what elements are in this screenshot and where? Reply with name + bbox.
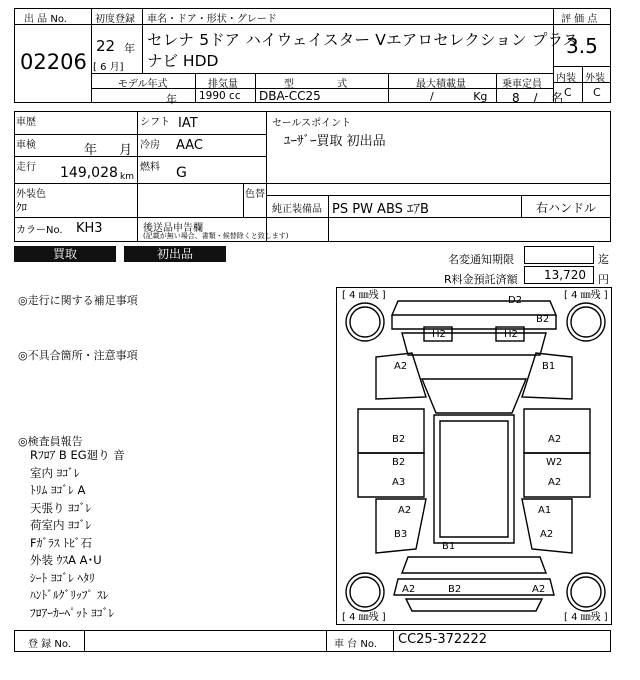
chassis-no-value: CC25-372222 <box>398 632 488 647</box>
damage-mark: B1 <box>542 361 556 372</box>
fuel-value: G <box>176 165 187 181</box>
tire-tread-fl: [ 4 ㎜残 ] <box>342 290 386 301</box>
damage-mark: B1 <box>442 541 456 552</box>
ac-label: 冷房 <box>140 140 160 151</box>
capacity: 8 / 名 <box>512 91 564 105</box>
mileage-unit: km <box>120 172 134 182</box>
sales-point-value: ﾕｰｻﾞｰ買取 初出品 <box>284 134 386 149</box>
inspection-value: 年 月 <box>84 143 133 158</box>
equipment-value: PS PW ABS ｴｱB <box>332 202 429 217</box>
registration-no-label: 登 録 No. <box>28 639 71 650</box>
report-line: ｼｰﾄ ﾖｺﾞﾚ ﾍﾀﾘ <box>30 570 95 585</box>
report-line: ﾌﾛｱｰｶｰﾍﾟｯﾄ ﾖｺﾞﾚ <box>30 605 115 620</box>
registration-year-unit: 年 <box>124 42 135 55</box>
damage-mark: A1 <box>538 505 552 516</box>
fuel-label: 燃料 <box>140 162 160 173</box>
color-no-value: KH3 <box>76 221 103 236</box>
inspector-report-label: ◎検査員報告 <box>18 435 83 448</box>
damage-mark: A2 <box>548 434 562 445</box>
report-line: Fｶﾞﾗｽ ﾄﾋﾞ石 <box>30 535 93 550</box>
score-label: 評 価 点 <box>561 14 598 25</box>
damage-mark: B2 <box>392 457 406 468</box>
recycle-fee-unit: 円 <box>598 273 609 286</box>
damage-mark: D2 <box>508 295 523 306</box>
footer-table <box>14 630 611 652</box>
shift-value: IAT <box>178 116 198 131</box>
damage-mark: H2 <box>504 329 518 340</box>
interior-grade-label: 内装 <box>556 73 576 84</box>
first-registration-label: 初度登録 <box>95 14 135 25</box>
report-line: 天張り ﾖｺﾞﾚ <box>30 500 92 515</box>
aftermarket-note: (記載が無い場合、書類・候替除くと致します) <box>143 232 289 240</box>
report-line: ﾊﾝﾄﾞﾙｸﾞﾘｯﾌﾟ ｽﾚ <box>30 588 109 602</box>
notice-deadline-box <box>524 246 594 264</box>
aftermarket-label: 後送品申告欄 <box>143 223 203 234</box>
ac-value: AAC <box>176 138 203 153</box>
interior-grade: C <box>564 86 572 99</box>
damage-mark: A2 <box>540 529 554 540</box>
recycle-fee-label: R料金預託済額 <box>444 273 518 286</box>
handle-value: 右ハンドル <box>536 201 597 215</box>
history-label: 車歴 <box>16 117 36 128</box>
repaint-label: 色替 <box>245 189 265 200</box>
exterior-color-label: 外装色 <box>16 189 46 200</box>
damage-mark: B2 <box>536 314 550 325</box>
damage-mark: A3 <box>392 477 406 488</box>
sales-point-label: セールスポイント <box>272 118 352 129</box>
damage-mark: A2 <box>548 477 562 488</box>
tire-tread-rr: [ 4 ㎜残 ] <box>564 612 608 623</box>
damage-mark: B2 <box>448 584 462 595</box>
equipment-label: 純正装備品 <box>272 204 322 215</box>
overall-score: 3.5 <box>566 34 598 58</box>
damage-mark: A2 <box>394 361 408 372</box>
shift-label: シフト <box>140 117 170 128</box>
damage-mark: B3 <box>394 529 408 540</box>
inspection-label: 車検 <box>16 140 36 151</box>
exterior-color-value: ｸﾛ <box>16 201 27 214</box>
notice-deadline-unit: 迄 <box>598 253 609 266</box>
purchase-badge: 買取 <box>14 246 116 262</box>
lot-number-label: 出 品 No. <box>24 14 67 25</box>
tire-tread-fr: [ 4 ㎜残 ] <box>564 290 608 301</box>
exterior-grade-label: 外装 <box>585 73 605 84</box>
damage-mark: H2 <box>432 329 446 340</box>
exterior-grade: C <box>593 86 601 99</box>
report-line: 荷室内 ﾖｺﾞﾚ <box>30 518 92 532</box>
model-code-label: 型 式 <box>284 79 348 90</box>
displacement-label: 排気量 <box>208 79 238 90</box>
max-load: / Kg <box>430 90 488 103</box>
model-year-label: モデル年式 <box>118 79 168 90</box>
model-year-unit: 年 <box>166 93 177 106</box>
capacity-label: 乗車定員 <box>502 79 542 90</box>
car-name-label: 車名・ドア・形状・グレード <box>147 14 277 25</box>
mileage-value: 149,028 <box>60 165 118 181</box>
report-line: 室内 ﾖｺﾞﾚ <box>30 465 80 480</box>
damage-mark: A2 <box>398 505 412 516</box>
color-no-label: カラーNo. <box>16 225 63 236</box>
car-damage-diagram <box>336 287 612 625</box>
max-load-label: 最大積載量 <box>416 79 466 90</box>
defects-notes-label: ◎不具合箇所・注意事項 <box>18 349 138 362</box>
damage-mark: W2 <box>546 457 563 468</box>
report-line: ﾄﾘﾑ ﾖｺﾞﾚ A <box>30 483 86 497</box>
car-name-line1: セレナ 5ドア ハイウェイスター Vエアロセレクション プラス <box>147 31 579 49</box>
mileage-label: 走行 <box>16 162 36 173</box>
recycle-fee-value: 13,720 <box>544 268 586 282</box>
damage-mark: A2 <box>402 584 416 595</box>
model-code: DBA-CC25 <box>259 89 321 103</box>
first-listing-badge: 初出品 <box>124 246 226 262</box>
car-name-line2: ナビ HDD <box>147 52 219 70</box>
registration-year: 22 <box>96 37 116 55</box>
chassis-no-label: 車 台 No. <box>334 639 377 650</box>
damage-mark: B2 <box>392 434 406 445</box>
report-line: Rﾌﾛｱ B EG廻り 音 <box>30 448 125 462</box>
notice-deadline-label: 名変通知期限 <box>448 253 514 266</box>
displacement: 1990 cc <box>199 90 241 102</box>
damage-mark: A2 <box>532 584 546 595</box>
report-line: 外装 ｳｽA A･U <box>30 553 102 567</box>
registration-month: [ 6 月] <box>93 62 124 73</box>
driving-notes-label: ◎走行に関する補足事項 <box>18 294 138 307</box>
tire-tread-rl: [ 4 ㎜残 ] <box>342 612 386 623</box>
lot-number: 02206 <box>20 50 87 74</box>
